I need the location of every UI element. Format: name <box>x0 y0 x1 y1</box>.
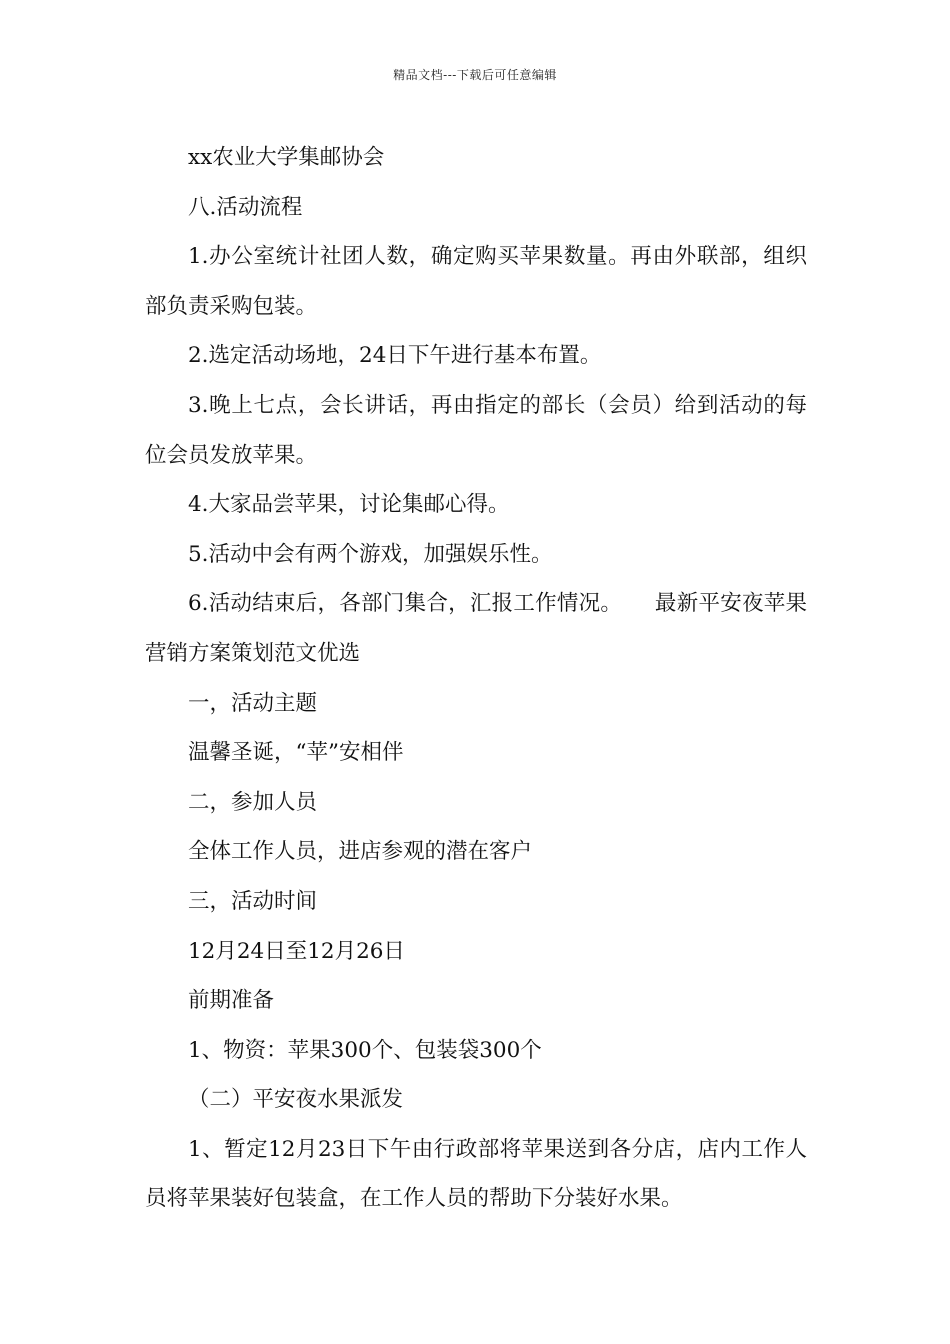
paragraph-time-text: 12月24日至12月26日 <box>188 938 405 964</box>
paragraph-fruit-distribution-heading: （二）平安夜水果派发 <box>188 1087 404 1113</box>
paragraph-theme-heading: 一，活动主题 <box>188 690 318 716</box>
paragraph-participants-heading: 二，参加人员 <box>188 789 318 815</box>
paragraph-theme-text: 温馨圣诞，“苹”安相伴 <box>188 740 404 766</box>
document-body <box>145 133 807 1224</box>
paragraph-association-name: xx农业大学集邮协会 <box>188 145 385 170</box>
paragraph-step-4: 4.大家品尝苹果，讨论集邮心得。 <box>188 492 510 518</box>
paragraph-step-3: 3.晚上七点，会长讲话，再由指定的部长（会员）给到活动的每位会员发放苹果。 <box>145 392 807 468</box>
paragraph-step-6-and-title: 6.活动结束后，各部门集合，汇报工作情况。 最新平安夜苹果营销方案策划范文优选 <box>145 591 807 666</box>
paragraph-step-2: 2.选定活动场地，24日下午进行基本布置。 <box>188 343 602 369</box>
paragraph-step-5: 5.活动中会有两个游戏，加强娱乐性。 <box>188 541 553 567</box>
paragraph-section-8-heading: 八.活动流程 <box>188 194 303 220</box>
paragraph-step-1: 1.办公室统计社团人数，确定购买苹果数量。再由外联部，组织部负责采购包装。 <box>145 244 807 319</box>
paragraph-fruit-distribution-text: 1、暂定12月23日下午由行政部将苹果送到各分店，店内工作人员将苹果装好包装盒，在工作人员的帮助下分装好水果。 <box>145 1136 807 1212</box>
paragraph-participants-text: 全体工作人员，进店参观的潜在客户 <box>188 839 533 865</box>
paragraph-preparation-heading: 前期准备 <box>188 988 275 1014</box>
paragraph-time-heading: 三，活动时间 <box>188 888 318 914</box>
page-header: 精品文档---下载后可任意编辑 <box>393 68 557 82</box>
paragraph-materials: 1、物资：苹果300个、包装袋300个 <box>188 1037 542 1063</box>
